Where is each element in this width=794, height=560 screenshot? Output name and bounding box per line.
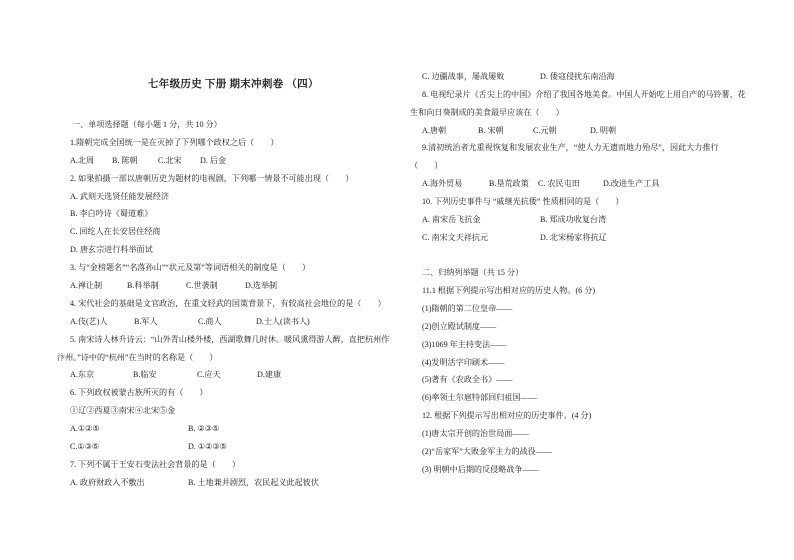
option-b: B. 土地兼并剧烈，农民起义此起彼伏 — [188, 477, 319, 487]
option-b: B.科举制 — [127, 281, 159, 291]
q10-options-cd — [410, 229, 760, 247]
fill-in-item: (2)创立殿试制度—— — [422, 321, 497, 331]
question-text: 9.清初统治者尤重视恢复和发展农业生产，“使人力无遗而地力殆尽”，因此大力推行 — [422, 143, 719, 153]
q8-options — [410, 122, 760, 140]
question-text: 8. 电视纪录片《舌尖上的中国》介绍了我国各地美食。中国人开始吃上用自产的马铃薯、花 — [422, 89, 746, 99]
option-d: D. 唐玄宗进行科举面试 — [70, 245, 153, 255]
section-heading-text: 二、归纳列举题（共 15 分） — [422, 268, 524, 278]
option-d: D.士人(读书人) — [256, 316, 310, 326]
question-text: 汴州。”诗中的“杭州”在当时的名称是（ ） — [57, 352, 218, 362]
option-c: C.商人 — [198, 316, 222, 326]
q7-stem — [57, 456, 397, 474]
q6-options-ab — [57, 420, 397, 438]
option-c: C.元朝 — [533, 125, 557, 135]
q2-option-b — [57, 205, 397, 223]
option-b: B. 郑成功收复台湾 — [540, 214, 607, 224]
option-c: C. 边疆战事，屡战屡败 — [422, 72, 505, 81]
option-b: B. 李白吟诗《蜀道难》 — [70, 209, 153, 219]
q9-stem-line2 — [410, 157, 760, 175]
q1-options — [57, 152, 397, 170]
option-b: B. ②③⑤ — [188, 424, 220, 434]
q7-options-ab — [57, 474, 397, 492]
q4-stem — [57, 295, 397, 313]
option-d: D. 后金 — [200, 155, 227, 165]
question-text: 3. 与“金榜题名”“名落孙山”“状元及第”等词语相关的制度是（ ） — [70, 263, 311, 273]
option-b: B.垦荒政策 — [489, 179, 529, 189]
option-d: D. ①②③⑤ — [188, 442, 227, 452]
left-column — [57, 116, 397, 492]
q5-options — [57, 366, 397, 384]
question-text: 生和向日葵制成的美食最早应该在（ ） — [410, 107, 564, 117]
option-d: D.改进生产工具 — [603, 179, 660, 189]
option-b: B. 宋朝 — [478, 125, 504, 135]
q5-stem-line1 — [57, 331, 397, 349]
fill-in-item: (4)发明活字印刷术—— — [422, 357, 505, 367]
answer-blank: （ ） — [410, 161, 443, 171]
option-b: B. 陈朝 — [112, 155, 138, 165]
section-heading-summary — [410, 264, 760, 282]
option-c: C. 农民屯田 — [538, 179, 580, 189]
q2-option-c — [57, 223, 397, 241]
question-text: 12. 根据下列提示写出相对应的历史事件。(4 分) — [422, 411, 592, 421]
q6-options-cd — [57, 438, 397, 456]
fill-in-item: (1)唐太宗开创的治世局面—— — [422, 428, 529, 438]
q11-item — [410, 336, 760, 354]
q4-options — [57, 313, 397, 331]
q11-item — [410, 354, 760, 372]
question-text: 4. 宋代社会的基础是文官政治，在重文轻武的国策背景下，有较高社会地位的是（ ） — [70, 298, 386, 308]
q3-stem — [57, 259, 397, 277]
option-a: A.禅让制 — [70, 281, 103, 291]
option-c: C.①③⑤ — [70, 442, 100, 452]
option-c: C.应天 — [197, 370, 221, 380]
q7-options-cd — [410, 68, 760, 86]
q8-stem-line1 — [410, 86, 760, 104]
right-column — [410, 68, 760, 478]
q10-stem — [410, 193, 760, 211]
q9-stem-line1 — [410, 139, 760, 157]
q12-item — [410, 425, 760, 443]
q2-option-a — [57, 188, 397, 206]
q6-choices-list — [57, 402, 397, 420]
option-a: A.北周 — [70, 155, 95, 165]
fill-in-item: (3) 明朝中后期的反侵略战争—— — [422, 464, 539, 474]
option-b: B.临安 — [133, 370, 157, 380]
q11-stem — [410, 282, 760, 300]
q12-item — [410, 443, 760, 461]
option-c: C. 回纥人在长安居住经商 — [70, 227, 161, 237]
q11-item — [410, 389, 760, 407]
option-c: C. 南宋文天祥抗元 — [422, 232, 489, 242]
option-d: D. 北宋杨家将抗辽 — [540, 232, 607, 242]
fill-in-item: (3)1069 年主持变法—— — [422, 339, 507, 349]
q6-stem — [57, 384, 397, 402]
fill-in-item: (1)隋朝的第二位皇帝—— — [422, 303, 513, 313]
q2-option-d — [57, 241, 397, 259]
q12-stem — [410, 407, 760, 425]
section-heading-text: 一、单项选择题（每小题 1 分，共 10 分） — [72, 120, 222, 129]
question-text: 1.隋朝完成全国统一是在灭掉了下列哪个政权之后（ ） — [70, 137, 279, 147]
option-c: C.世袭制 — [186, 281, 218, 291]
q10-options-ab — [410, 211, 760, 229]
section-heading-choice — [57, 116, 397, 134]
q2-stem — [57, 170, 397, 188]
option-a: A.唐朝 — [422, 125, 447, 135]
q9-options — [410, 175, 760, 193]
option-a: A.东京 — [70, 370, 95, 380]
option-d: D.建康 — [257, 370, 282, 380]
option-c: C.北宋 — [158, 155, 182, 165]
q1-stem — [57, 134, 397, 152]
option-a: A.伎(艺)人 — [70, 316, 108, 326]
option-d: D. 倭寇侵扰东南沿海 — [540, 72, 615, 81]
option-d: D. 明朝 — [590, 125, 617, 135]
question-text: 6. 下列政权被蒙古族所灭的有（ ） — [70, 388, 208, 398]
exam-title: 七年级历史 下册 期末冲刺卷 （四） — [148, 79, 319, 90]
q12-item — [410, 461, 760, 479]
fill-in-item: (5)著有《农政全书》—— — [422, 375, 513, 385]
q11-item — [410, 371, 760, 389]
q11-item — [410, 318, 760, 336]
option-a: A.海外贸易 — [422, 179, 463, 189]
question-text: 7. 下列不属于王安石变法社会背景的是（ ） — [70, 459, 240, 469]
option-d: D.选举制 — [245, 281, 278, 291]
question-text: 2. 如果拍摄一部以唐朝历史为题材的电视剧，下列哪一情景不可能出现（ ） — [70, 173, 354, 183]
question-text: 5. 南宋诗人林升诗云：“山外青山楼外楼，西湖歌舞几时休。暖风熏得游人醉，直把杭州作 — [70, 334, 390, 344]
q3-options — [57, 277, 397, 295]
option-b: B.军人 — [134, 316, 158, 326]
option-a: A.①②⑤ — [70, 424, 100, 434]
option-a: A. 政府财政入不敷出 — [70, 477, 145, 487]
option-a: A. 武则天选贤任能发展经济 — [70, 191, 169, 201]
q8-stem-line2 — [410, 104, 760, 122]
q11-item — [410, 300, 760, 318]
question-text: 10. 下列历史事件与 “戚继光抗倭” 性质相同的是（ ） — [422, 196, 624, 206]
option-a: A. 南宋岳飞抗金 — [422, 214, 481, 224]
fill-in-item: (2)“岳家军”大败金军主力的战役—— — [422, 446, 552, 456]
question-text: 11.1 根据下列提示写出相对应的历史人物。(6 分) — [422, 286, 596, 296]
spacer — [410, 246, 760, 264]
fill-in-item: (6)率领土尔扈特部回归祖国—— — [422, 393, 537, 403]
numbered-choices: ①辽②西夏③南宋④北宋⑤金 — [70, 406, 176, 416]
q5-stem-line2 — [57, 349, 397, 367]
